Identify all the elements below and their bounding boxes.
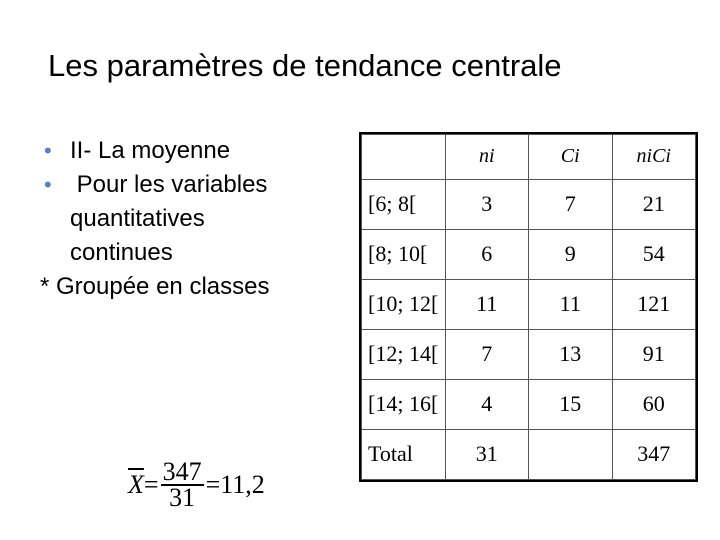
fraction: [161, 457, 204, 512]
table-row: [362, 229, 696, 279]
class-interval: [8; 10[: [362, 229, 446, 279]
table-cell: 15: [529, 379, 613, 429]
total-label: Total: [362, 429, 446, 479]
table-cell: 121: [612, 279, 696, 329]
table-cell: 347: [612, 429, 696, 479]
table-row: [362, 379, 696, 429]
table-cell: [529, 429, 613, 479]
table-row: [362, 179, 696, 229]
bullet-mark: •: [44, 138, 52, 163]
table-cell: 31: [445, 429, 529, 479]
class-interval: [10; 12[: [362, 279, 446, 329]
note-grouped-classes: * Groupée en classes: [40, 273, 270, 300]
class-interval: [14; 16[: [362, 379, 446, 429]
table-cell: 21: [612, 179, 696, 229]
bullet-continuation: [44, 236, 269, 270]
slide-title: Les paramètres de tendance centrale: [48, 48, 562, 83]
table-header-cell: ni: [445, 135, 529, 180]
table-total-row: [362, 429, 696, 479]
mean-symbol: $\overline{X}$: [128, 470, 144, 499]
equals-sign: =: [205, 470, 221, 499]
table-cell: 54: [612, 229, 696, 279]
table-cell: 6: [445, 229, 529, 279]
table-header-cell: [362, 135, 446, 180]
table-header-cell: niCi: [612, 135, 696, 180]
bullet-text: continues: [70, 239, 173, 266]
bullet-mark: •: [44, 172, 52, 197]
table-cell: 11: [529, 279, 613, 329]
bullet-item-mean: [44, 134, 269, 168]
bullet-list: [40, 134, 270, 304]
class-interval: [12; 14[: [362, 329, 446, 379]
class-interval: [6; 8[: [362, 179, 446, 229]
table-cell: 7: [445, 329, 529, 379]
bullet-item-continuous: [44, 168, 269, 202]
table-row: [362, 279, 696, 329]
table-cell: 60: [612, 379, 696, 429]
fraction-denominator: 31: [169, 483, 196, 512]
equals-sign: =: [143, 470, 159, 499]
table-row: [362, 329, 696, 379]
table-cell: 11: [445, 279, 529, 329]
table-cell: 9: [529, 229, 613, 279]
fraction-numerator: 347: [162, 457, 202, 486]
table-header-cell: Ci: [529, 135, 613, 180]
mean-result: 11,2: [220, 470, 265, 499]
table-header-row: [362, 135, 696, 180]
bullet-text: Pour les variables: [76, 171, 268, 198]
bullet-continuation: [44, 202, 269, 236]
table-cell: 91: [612, 329, 696, 379]
mean-formula: [128, 457, 265, 512]
table-cell: 3: [445, 179, 529, 229]
frequency-table: [359, 132, 698, 482]
table-cell: 13: [529, 329, 613, 379]
bullet-text: quantitatives: [70, 205, 205, 232]
table-cell: 7: [529, 179, 613, 229]
bullet-text: II- La moyenne: [70, 137, 231, 164]
table-cell: 4: [445, 379, 529, 429]
